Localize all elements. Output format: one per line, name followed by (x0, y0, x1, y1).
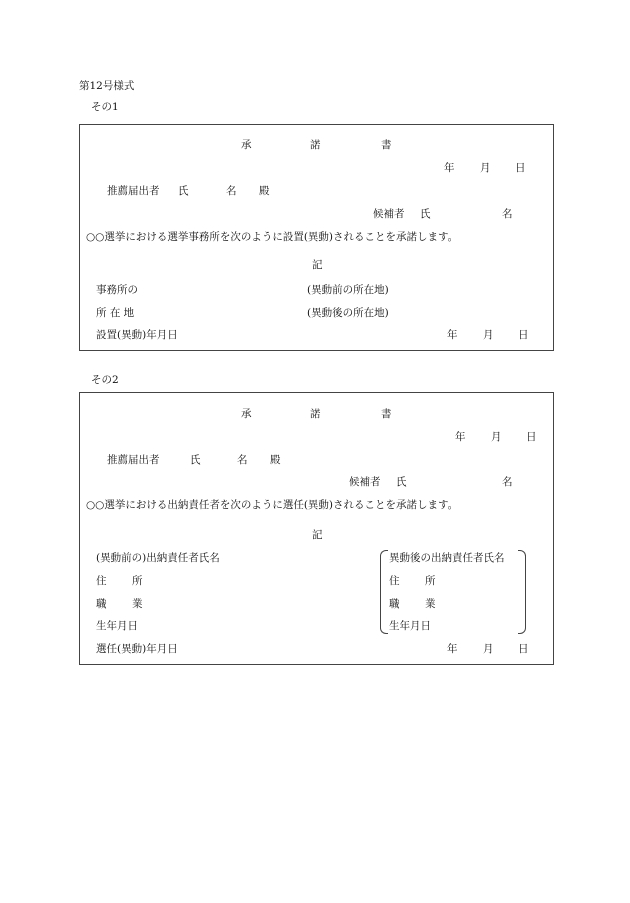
s1-establish-month: 月 (483, 329, 494, 341)
s2-appoint-month: 月 (483, 643, 494, 655)
s2-before-occupation-1: 職 (96, 598, 107, 610)
s1-after-location: (異動後の所在地) (307, 307, 389, 319)
s1-candidate-shi: 氏 (420, 208, 431, 220)
s2-appoint-date-label: 選任(異動)年月日 (96, 643, 178, 655)
s1-ki: 記 (312, 259, 323, 271)
s1-date-day: 日 (515, 162, 526, 174)
s2-after-address-2: 所 (425, 575, 436, 587)
s2-before-birth-label: 生年月日 (96, 620, 138, 632)
s2-date-year: 年 (455, 431, 466, 443)
s2-addressee-den: 殿 (270, 454, 281, 466)
s1-addressee-shi: 氏 (178, 185, 189, 197)
s2-before-occupation-2: 業 (132, 598, 143, 610)
s1-date-month: 月 (480, 162, 491, 174)
s1-addressee-mei: 名 (226, 185, 237, 197)
s2-candidate-shi: 氏 (396, 476, 407, 488)
s1-statement: ○○選挙における選挙事務所を次のように設置(異動)されることを承諾します。 (86, 231, 459, 243)
s1-candidate-mei: 名 (502, 208, 513, 220)
left-bracket (380, 550, 388, 634)
section1-label: その1 (91, 101, 119, 113)
s1-heading-2: 諾 (310, 139, 321, 151)
s2-addressee-label: 推薦届出者 (107, 454, 160, 466)
section2-label: その2 (91, 374, 119, 386)
s2-after-birth-label: 生年月日 (389, 620, 431, 632)
s2-statement: ○○選挙における出納責任者を次のように選任(異動)されることを承諾します。 (86, 499, 459, 511)
right-bracket (518, 550, 526, 634)
s2-before-address-2: 所 (132, 575, 143, 587)
s1-establish-day: 日 (518, 329, 529, 341)
s1-candidate-label: 候補者 (373, 208, 405, 220)
form-number: 第12号様式 (79, 80, 135, 92)
s2-after-occupation-2: 業 (425, 598, 436, 610)
s2-addressee-shi: 氏 (190, 454, 201, 466)
s2-ki: 記 (312, 529, 323, 541)
s2-appoint-year: 年 (447, 643, 458, 655)
s2-date-month: 月 (491, 431, 502, 443)
s1-before-location: (異動前の所在地) (307, 284, 389, 296)
s2-addressee-mei: 名 (237, 454, 248, 466)
s2-before-name-label: (異動前の)出納責任者氏名 (96, 552, 220, 564)
s1-heading-1: 承 (241, 139, 252, 151)
s2-before-address-1: 住 (96, 575, 107, 587)
s2-heading-1: 承 (241, 408, 252, 420)
s1-heading-3: 書 (381, 139, 392, 151)
s2-heading-3: 書 (381, 408, 392, 420)
s1-addressee-label: 推薦届出者 (107, 185, 160, 197)
s1-addressee-den: 殿 (259, 185, 270, 197)
s2-candidate-label: 候補者 (349, 476, 381, 488)
s1-date-year: 年 (444, 162, 455, 174)
s1-location-label: 所 在 地 (96, 307, 135, 319)
s2-after-name-label: 異動後の出納責任者氏名 (389, 552, 505, 564)
s2-after-address-1: 住 (389, 575, 400, 587)
s1-establish-year: 年 (447, 329, 458, 341)
s1-establish-date-label: 設置(異動)年月日 (96, 329, 178, 341)
s2-date-day: 日 (526, 431, 537, 443)
s2-heading-2: 諾 (310, 408, 321, 420)
s2-candidate-mei: 名 (502, 476, 513, 488)
s1-office-label: 事務所の (96, 284, 138, 296)
s2-appoint-day: 日 (518, 643, 529, 655)
s2-after-occupation-1: 職 (389, 598, 400, 610)
